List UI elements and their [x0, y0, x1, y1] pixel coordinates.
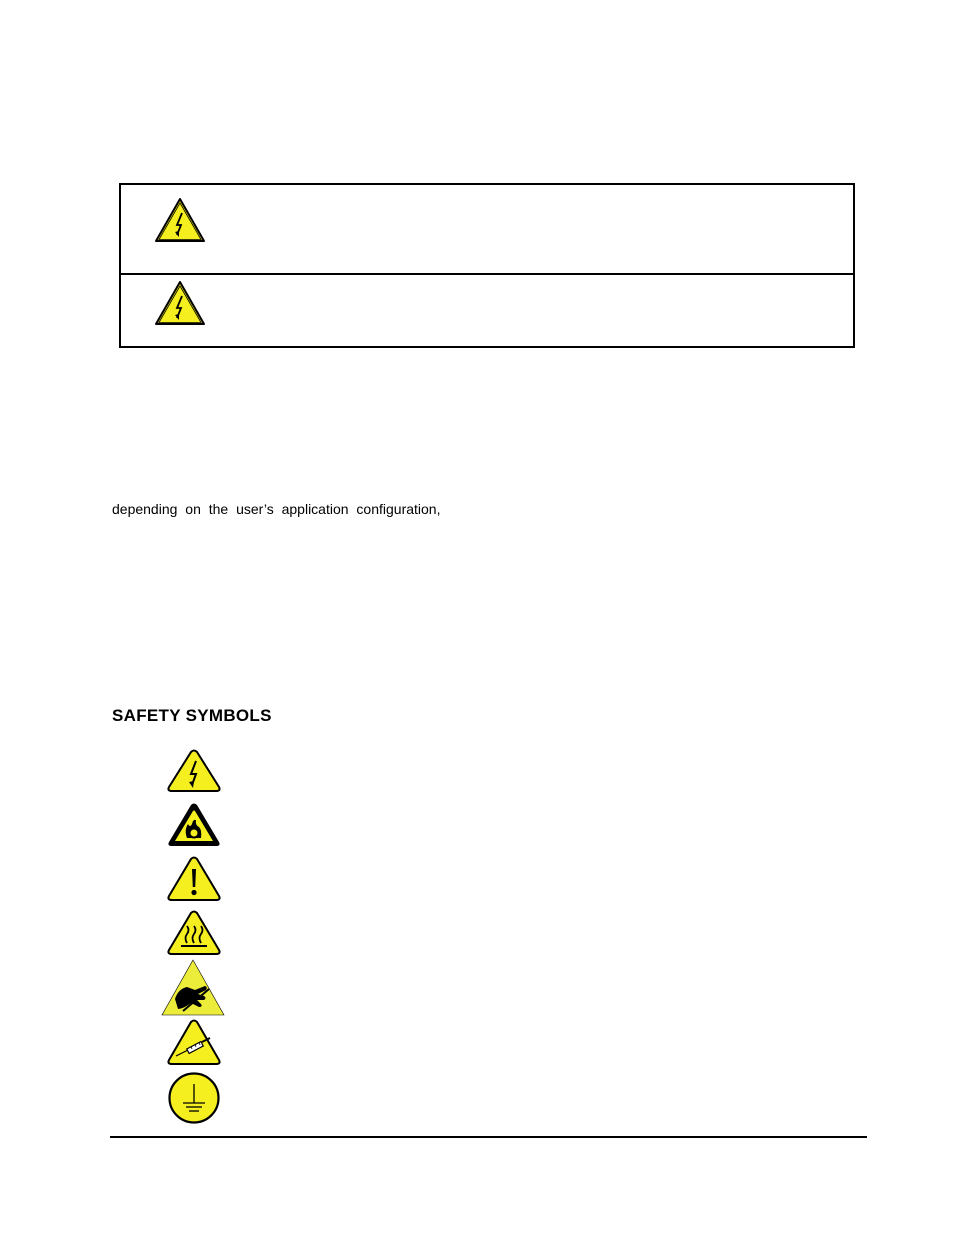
- footer-divider: [110, 1136, 867, 1138]
- esd-sensitive-icon: [162, 960, 224, 1015]
- warning-row: [121, 185, 853, 275]
- warning-row: [121, 273, 853, 346]
- electrical-hazard-icon: [154, 197, 208, 245]
- electrical-hazard-icon: [154, 280, 208, 328]
- hot-surface-icon: [168, 912, 219, 955]
- body-paragraph-fragment: depending on the user’s application configuration,: [112, 501, 441, 517]
- warning-box: [119, 183, 855, 348]
- section-heading: SAFETY SYMBOLS: [112, 706, 272, 725]
- oxidizer-icon: [168, 804, 219, 847]
- electrical-hazard-icon: [166, 749, 222, 793]
- hazardous-probe-icon: [168, 1021, 219, 1065]
- protective-ground-icon: [170, 1074, 219, 1123]
- general-caution-icon: [168, 858, 219, 901]
